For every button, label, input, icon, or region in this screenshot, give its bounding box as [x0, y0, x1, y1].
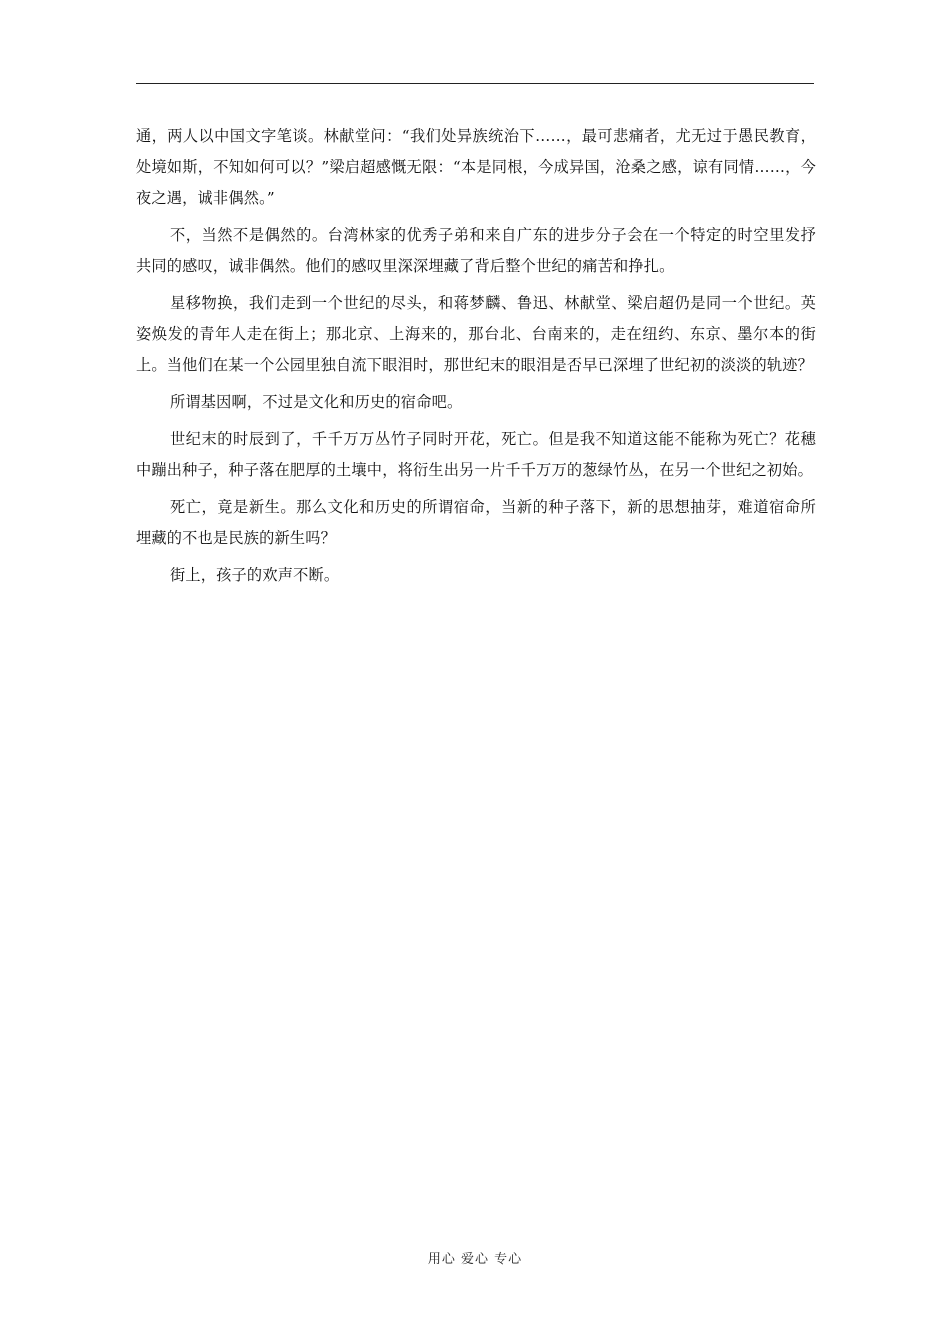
body-text — [136, 121, 816, 597]
header-rule — [136, 83, 814, 84]
paragraph: 世纪末的时辰到了，千千万万丛竹子同时开花，死亡。但是我不知道这能不能称为死亡？花穗中蹦出种子，种子落在肥厚的土壤中，将衍生出另一片千千万万的葱绿竹丛，在另一个世纪之初始。 — [136, 430, 816, 479]
paragraph: 死亡，竟是新生。那么文化和历史的所谓宿命，当新的种子落下，新的思想抽芽，难道宿命所埋藏的不也是民族的新生吗？ — [136, 498, 816, 547]
paragraph: 所谓基因啊，不过是文化和历史的宿命吧。 — [170, 393, 463, 411]
page-footer: 用心 爱心 专心 — [427, 1252, 523, 1267]
paragraph-continuation: 通，两人以中国文字笔谈。林献堂问：“我们处异族统治下……，最可悲痛者，尤无过于愚民教育，处境如斯，不知如何可以？”梁启超感慨无限：“本是同根，今成异国，沧桑之感，谅有同情……，今夜之遇，诚非偶然。” — [136, 127, 816, 207]
paragraph: 街上，孩子的欢声不断。 — [170, 566, 340, 584]
paragraph: 不，当然不是偶然的。台湾林家的优秀子弟和来自广东的进步分子会在一个特定的时空里发抒共同的感叹，诚非偶然。他们的感叹里深深埋藏了背后整个世纪的痛苦和挣扎。 — [136, 226, 816, 275]
paragraph: 星移物换，我们走到一个世纪的尽头，和蒋梦麟、鲁迅、林献堂、梁启超仍是同一个世纪。英姿焕发的青年人走在街上；那北京、上海来的，那台北、台南来的，走在纽约、东京、墨尔本的街上。当他们在某一个公园里独自流下眼泪时，那世纪末的眼泪是否早已深埋了世纪初的淡淡的轨迹？ — [136, 294, 816, 374]
